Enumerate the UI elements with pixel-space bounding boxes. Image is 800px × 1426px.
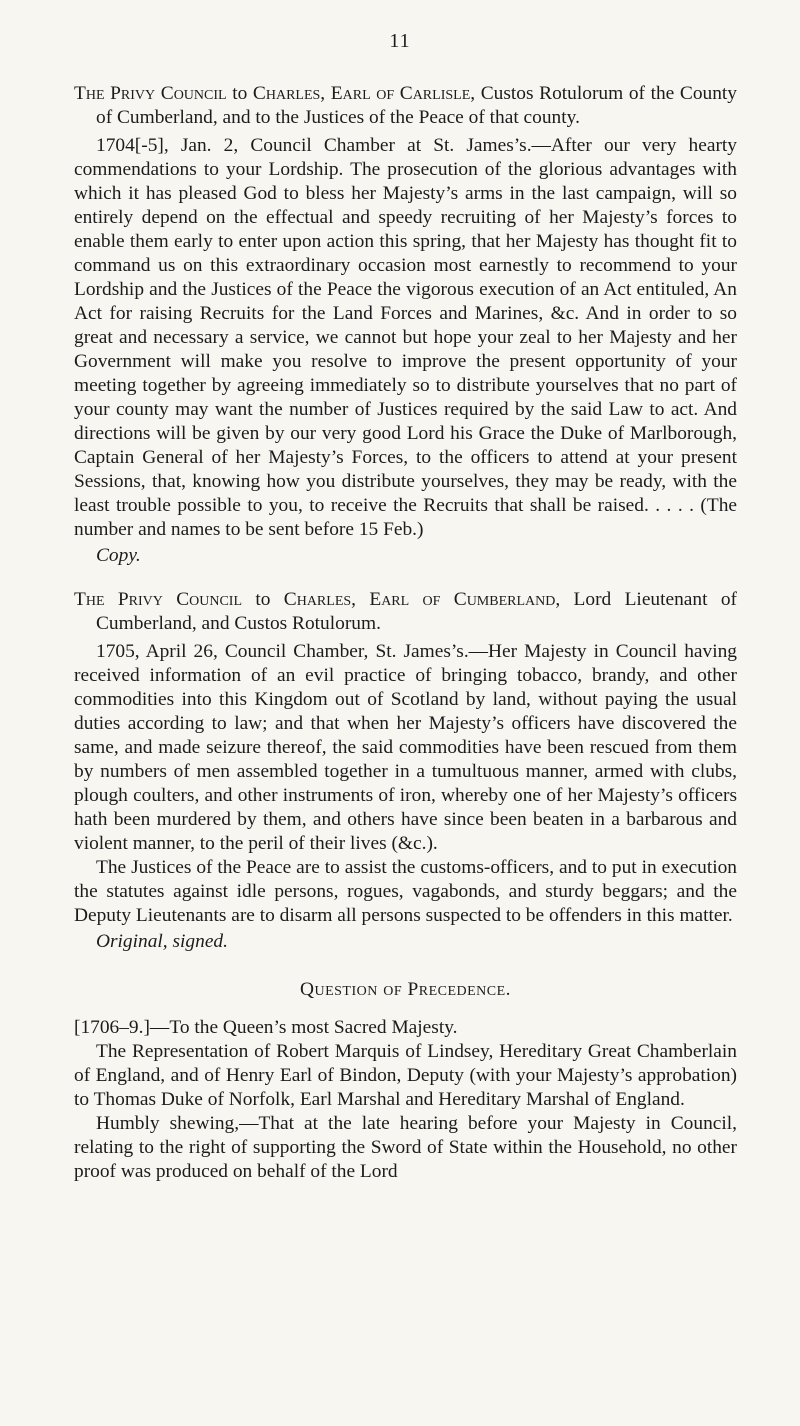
page-number: 11 bbox=[389, 30, 411, 52]
heading-recipient: Charles, Earl of Carlisle, bbox=[252, 83, 476, 104]
document-body bbox=[74, 82, 737, 1184]
petition-address: [1706–9.]—To the Queen’s most Sacred Majesty. bbox=[74, 1017, 458, 1038]
section-title-precedence: Question of Precedence. bbox=[299, 979, 512, 1000]
heading-sender: The Privy Council bbox=[74, 83, 227, 104]
heading-description: Custos Rotulorum of the County of Cumberland, and to the Justices of the Peace of that county. bbox=[96, 83, 738, 128]
source-note-copy: Copy. bbox=[96, 545, 141, 566]
letter-heading-carlisle bbox=[74, 82, 737, 130]
heading-recipient: Charles, Earl of Cumberland, bbox=[283, 589, 561, 610]
letter-body-carlisle: 1704[-5], Jan. 2, Council Chamber at St. James’s.—After our very hearty commendations to your Lordship. The prosecution of the glorious advantages with which it has pleased God to bless her Majesty’s arms in the last campaign, will so entirely depend on the effectual and speedy recruiting of her Majesty’s forces to enable them early to enter upon action this spring, that her Majesty has thought fit to command us on this extraordinary occasion most earnestly to recommend to your Lordship and the Justices of the Peace the vigorous execution of an Act entituled, An Act for raising Recruits for the Land Forces and Marines, &c. And in order to so great and necessary a service, we cannot but hope your zeal to her Majesty and her Government will make you resolve to improve the present opportunity of your meeting together by agreeing immediately so to distribute yourselves that no part of your county may want the number of Justices required by the said Law to act. And directions will be given by our very good Lord his Grace the Duke of Marlborough, Captain General of her Majesty’s Forces, to the officers to attend at your present Sessions, that, knowing how you distribute yourselves, they may be ready, with the least trouble possible to you, to receive the Recruits that shall be raised. . . . . (The number and names to be sent before 15 Feb.) bbox=[74, 135, 737, 540]
heading-connector: to bbox=[242, 589, 284, 610]
petition-body: Humbly shewing,—That at the late hearing before your Majesty in Council, relating to the right of supporting the Sword of State within the Household, no other proof was produced on behalf of the Lord bbox=[74, 1113, 737, 1182]
heading-sender: The Privy Council bbox=[74, 589, 243, 610]
source-note-original: Original, signed. bbox=[96, 931, 228, 952]
letter-body-cumberland: 1705, April 26, Council Chamber, St. James’s.—Her Majesty in Council having received information of an evil practice of bringing tobacco, brandy, and other commodities into this Kingdom out of Scotland by land, without paying the usual duties according to law; and that when her Majesty’s officers have discovered the same, and made seizure thereof, the said commodities have been rescued from them by numbers of men assembled together in a tumultuous manner, armed with clubs, plough coulters, and other instruments of iron, whereby one of her Majesty’s officers hath been murdered by them, and others have since been beaten in a barbarous and violent manner, to the peril of their lives (&c.). bbox=[74, 641, 737, 854]
petition-representation: The Representation of Robert Marquis of Lindsey, Hereditary Great Chamberlain of England, and of Henry Earl of Bindon, Deputy (with your Majesty’s approbation) to Thomas Duke of Norfolk, Earl Marshal and Hereditary Marshal of England. bbox=[74, 1041, 737, 1110]
heading-description: Lord Lieutenant of Cumberland, and Custos Rotulorum. bbox=[96, 589, 737, 634]
letter-heading-cumberland bbox=[74, 588, 737, 636]
heading-connector: to bbox=[226, 83, 253, 104]
letter-body-cumberland-continued: The Justices of the Peace are to assist the customs-officers, and to put in execution the statutes against idle persons, rogues, vagabonds, and sturdy beggars; and the Deputy Lieutenants are to disarm all persons suspected to be offenders in this matter. bbox=[74, 857, 737, 926]
